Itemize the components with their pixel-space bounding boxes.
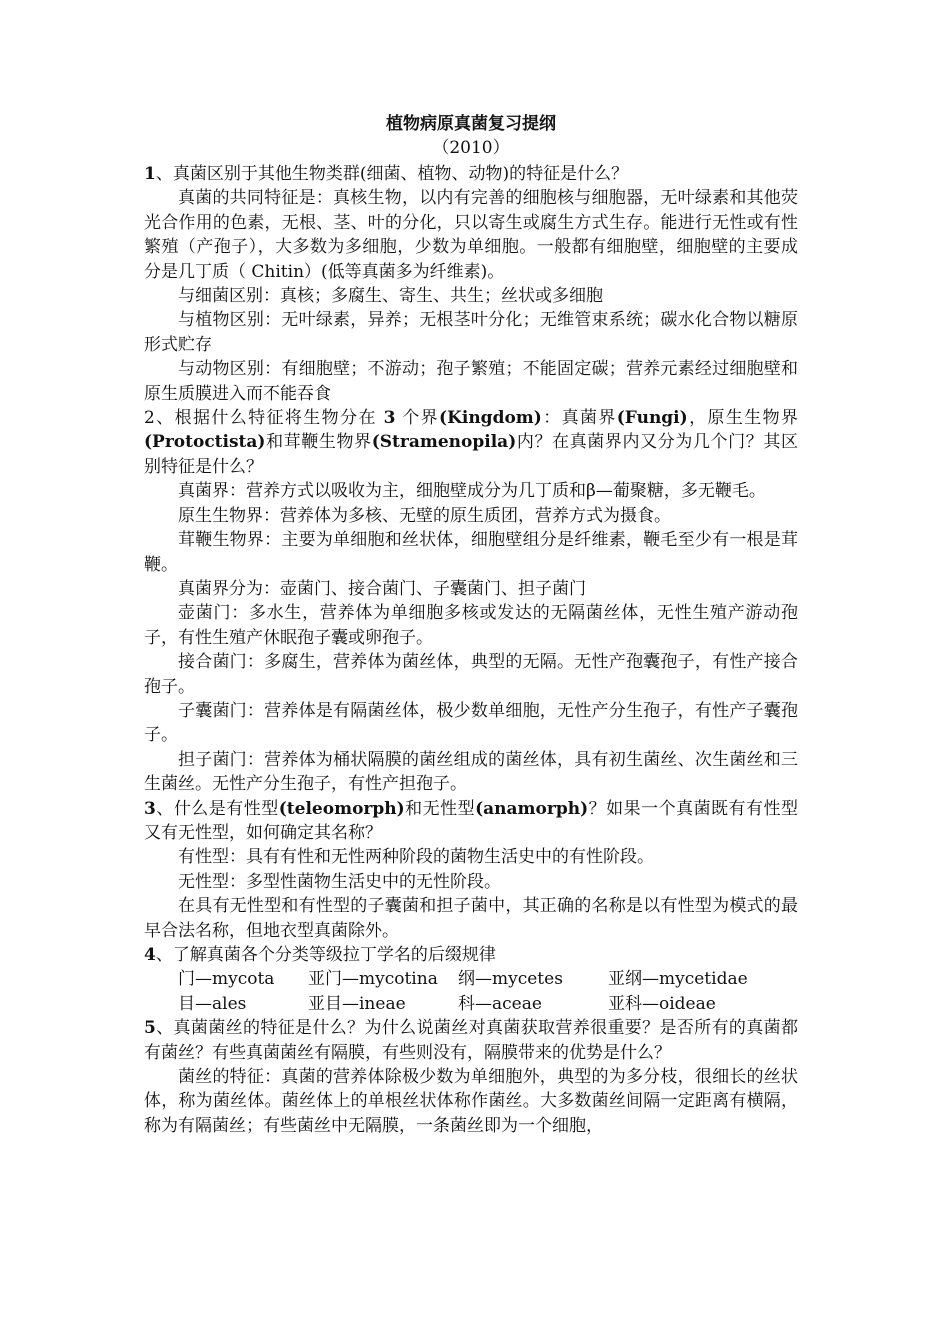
answer-5-para-1: 菌丝的特征：真菌的营养体除极少数为单细胞外，典型的为多分枝，很细长的丝状体，称为菌丝体。菌丝体上的单根丝状体称作菌丝。大多数菌丝间隔一定距离有横隔，称为有隔菌丝；有些菌丝中无隔膜，一条菌丝即为一个细胞， — [144, 1067, 798, 1136]
question-4-number: 4 — [144, 945, 156, 965]
suffix-row-1 — [144, 967, 798, 991]
question-4-text: 、了解真菌各个分类等级拉丁学名的后缀规律 — [155, 945, 496, 965]
answer-3-para-3: 在具有无性型和有性型的子囊菌和担子菌中，其正确的名称是以有性型为模式的最早合法名称，但地衣型真菌除外。 — [144, 896, 798, 941]
question-2-stramenopila: (Stramenopila) — [371, 432, 517, 453]
answer-1-para-2: 与细菌区别：真核；多腐生、寄生、共生；丝状或多细胞 — [178, 286, 603, 307]
question-1-text: 、真菌区别于其他生物类群(细菌、植物、动物)的特征是什么？ — [155, 164, 629, 184]
answer-1-para-1: 真菌的共同特征是：真核生物，以内有完善的细胞核与细胞器，无叶绿素和其他荧光合作用的色素，无根、茎、叶的分化，只以寄生或腐生方式生存。能进行无性或有性繁殖（产孢子），大多数为多细胞，少数为单细胞。一般都有细胞壁，细胞壁的主要成分是几丁质（ Chitin）(低等真菌多为纤维素)。 — [144, 188, 798, 282]
document-year: （2010） — [432, 138, 510, 158]
suffix-term: 科—aceae — [458, 993, 542, 1014]
suffix-term: 纲—mycetes — [458, 969, 563, 990]
answer-2-para-3: 茸鞭生物界：主要为单细胞和丝状体，细胞壁组分是纤维素，鞭毛至少有一根是茸鞭。 — [144, 530, 798, 575]
suffix-term: 门—mycota — [178, 969, 275, 990]
answer-2-para-6: 接合菌门：多腐生，营养体为菌丝体，典型的无隔。无性产孢囊孢子，有性产接合孢子。 — [144, 652, 798, 697]
answer-1-para-4: 与动物区别：有细胞壁；不游动；孢子繁殖；不能固定碳；营养元素经过细胞壁和原生质膜进入而不能吞食 — [144, 359, 798, 404]
answer-2-para-2: 原生生物界：营养体为多核、无壁的原生质团，营养方式为摄食。 — [178, 505, 671, 526]
question-3-number: 3 — [144, 798, 156, 819]
answer-1-para-3: 与植物区别：无叶绿素，异养；无根茎叶分化；无维管束系统；碳水化合物以糖原形式贮存 — [144, 310, 798, 355]
question-3-teleomorph: (teleomorph) — [278, 798, 405, 819]
question-3-anamorph: (anamorph) — [475, 798, 589, 819]
question-2-text-d: ，原生生物界 — [687, 408, 799, 429]
answer-2-para-5: 壶菌门：多水生，营养体为单细胞多核或发达的无隔菌丝体，无性生殖产游动孢子，有性生殖产休眠孢子囊或卵孢子。 — [144, 603, 798, 648]
question-2-text-e: 和茸鞭生物界 — [265, 432, 372, 453]
answer-3-para-2: 无性型：多型性菌物生活史中的无性阶段。 — [178, 871, 501, 892]
answer-2-para-8: 担子菌门：营养体为桶状隔膜的菌丝组成的菌丝体，具有初生菌丝、次生菌丝和三生菌丝。无性产分生孢子，有性产担孢子。 — [144, 749, 798, 795]
question-3 — [144, 797, 798, 846]
answer-2-para-7: 子囊菌门：营养体是有隔菌丝体，极少数单细胞，无性产分生孢子，有性产子囊孢子。 — [144, 700, 798, 746]
question-2-text-a: 2、根据什么特征将生物分在 — [144, 408, 384, 429]
question-2-text-c: ：真菌界 — [541, 408, 617, 429]
suffix-term: 目—ales — [178, 993, 247, 1014]
document-title: 植物病原真菌复习提纲 — [386, 114, 556, 134]
answer-2-para-4: 真菌界分为：壶菌门、接合菌门、子囊菌门、担子菌门 — [178, 578, 586, 599]
question-2-text-f: 内？在真菌界内又分为几个门？其区别特征是什么？ — [144, 432, 798, 477]
answer-3-para-1: 有性型：具有有性和无性两种阶段的菌物生活史中的有性阶段。 — [178, 847, 654, 868]
suffix-term: 亚门—mycotina — [308, 969, 438, 990]
question-5-text: 、真菌菌丝的特征是什么？为什么说菌丝对真菌获取营养很重要？是否所有的真菌都有菌丝？有些真菌菌丝有隔膜，有些则没有，隔膜带来的优势是什么？ — [144, 1018, 798, 1063]
question-4 — [144, 943, 798, 967]
suffix-term: 亚纲—mycetidae — [608, 969, 748, 990]
question-5-number: 5 — [144, 1018, 156, 1039]
answer-2-para-1: 真菌界：营养方式以吸收为主，细胞壁成分为几丁质和β—葡聚糖，多无鞭毛。 — [178, 481, 766, 502]
suffix-term: 亚目—ineae — [308, 993, 406, 1014]
question-3-text-a: 、什么是有性型 — [155, 798, 279, 819]
question-2-text-b: 个界 — [395, 408, 440, 429]
question-1 — [144, 162, 798, 186]
question-2 — [144, 406, 798, 479]
question-3-text-c: ？如果一个真菌既有有性型又有无性型，如何确定其名称？ — [144, 798, 799, 843]
question-2-kingdom: (Kingdom) — [439, 408, 542, 429]
question-5 — [144, 1016, 798, 1065]
suffix-row-2 — [144, 992, 798, 1016]
question-2-fungi: (Fungi) — [616, 408, 688, 429]
question-2-three: 3 — [383, 408, 396, 429]
question-2-protoctista: (Protoctista) — [144, 432, 266, 453]
question-3-text-b: 和无性型 — [404, 798, 476, 819]
suffix-term: 亚科—oideae — [608, 993, 716, 1014]
question-1-number: 1 — [144, 164, 156, 184]
